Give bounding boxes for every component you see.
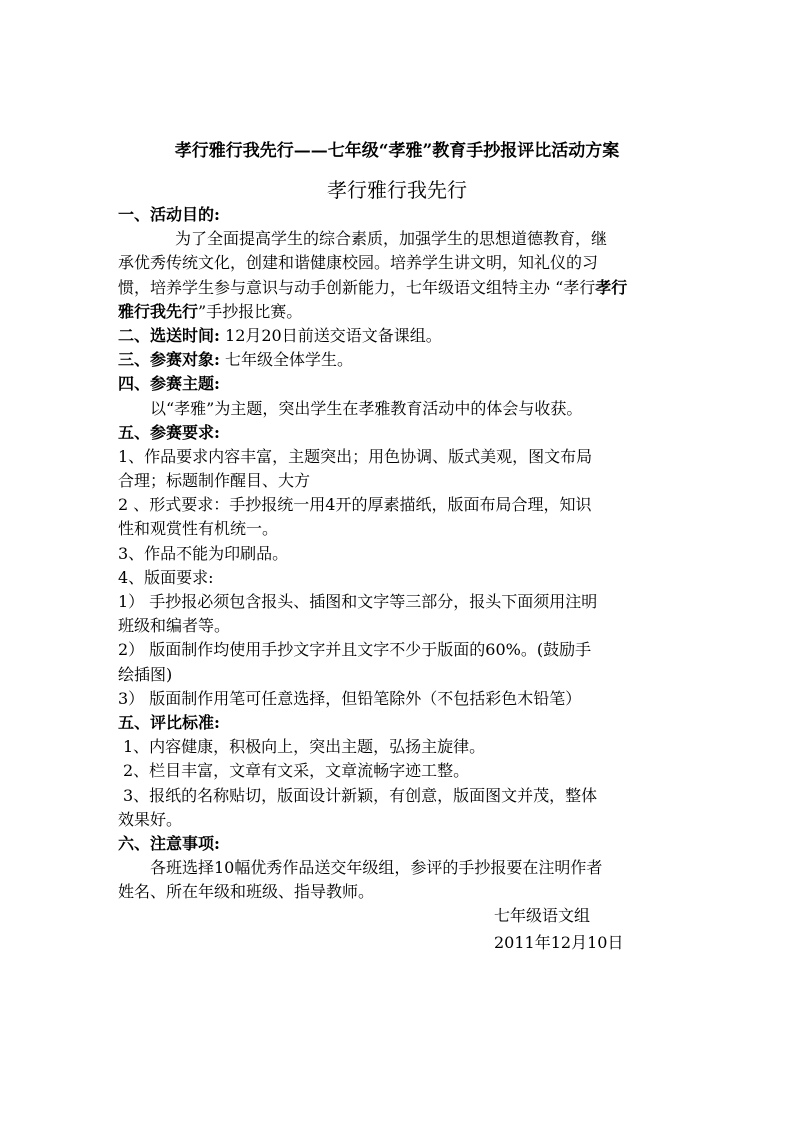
signature-organization: 七年级语文组 bbox=[494, 906, 591, 925]
document-title: 孝行雅行我先行——七年级“孝雅”教育手抄报评比活动方案 bbox=[174, 141, 620, 161]
paragraph-line: 以“孝雅”为主题，突出学生在孝雅教育活动中的体会与收获。 bbox=[150, 398, 583, 418]
section-time bbox=[118, 324, 683, 348]
section-heading-theme: 四、参赛主题: bbox=[118, 374, 220, 394]
list-item: 1、作品要求内容丰富，主题突出；用色协调、版式美观，图文布局 bbox=[118, 446, 593, 466]
list-item-continued: 性和观赏性有机统一。 bbox=[118, 519, 279, 539]
emphasis-text: 孝行 bbox=[595, 277, 628, 297]
list-item: 2 、形式要求：手抄报统一用4开的厚素描纸，版面布局合理，知识 bbox=[118, 495, 592, 515]
sub-list-text: 2） 版面制作均使用手抄文字并且文字不少于版面的60%。(鼓励手 bbox=[118, 640, 592, 660]
section-heading-notes: 六、注意事项: bbox=[118, 833, 220, 853]
section-participants bbox=[118, 348, 683, 372]
list-item: 1、内容健康，积极向上，突出主题，弘扬主旋律。 bbox=[123, 737, 486, 757]
paragraph-line: 为了全面提高学生的综合素质，加强学生的思想道德教育，继 bbox=[175, 229, 608, 249]
sub-list-item-continued: 绘插图) bbox=[118, 664, 173, 684]
list-item-continued: 合理；标题制作醒目、大方 bbox=[118, 471, 311, 491]
list-item-continued: 效果好。 bbox=[118, 809, 183, 829]
section-text: 12月20日前送交语文备课组。 bbox=[219, 325, 442, 345]
sub-list-item: 3） 版面制作用笔可任意选择，但铅笔除外（不包括彩色木铅笔） bbox=[118, 688, 582, 708]
list-item: 3、作品不能为印刷品。 bbox=[118, 543, 289, 563]
paragraph-line: 姓名、所在年级和班级、指导教师。 bbox=[118, 882, 375, 902]
document-body bbox=[118, 203, 683, 904]
section-heading-requirements: 五、参赛要求: bbox=[118, 422, 220, 442]
sub-list-item-continued: 班级和编者等。 bbox=[118, 616, 231, 636]
list-item: 2、栏目丰富，文章有文采，文章流畅字迹工整。 bbox=[123, 761, 470, 781]
section-heading-criteria: 五、评比标准: bbox=[118, 712, 220, 732]
paragraph-text: ”手抄报比赛。 bbox=[198, 301, 303, 321]
section-heading-purpose: 一、活动目的: bbox=[118, 205, 220, 224]
list-item: 3、报纸的名称贴切，版面设计新颖，有创意，版面图文并茂，整体 bbox=[123, 785, 598, 805]
section-label: 三、参赛对象: bbox=[118, 350, 220, 370]
list-item: 4、版面要求: bbox=[118, 567, 214, 587]
paragraph-line: 各班选择10幅优秀作品送交年级组，参评的手抄报要在注明作者 bbox=[150, 858, 603, 878]
paragraph-line bbox=[118, 300, 683, 324]
section-text: 七年级全体学生。 bbox=[219, 350, 354, 370]
sub-list-item: 1） 手抄报必须包含报头、插图和文字等三部分，报头下面须用注明 bbox=[118, 592, 598, 611]
signature-date: 2011年12月10日 bbox=[494, 933, 624, 952]
paragraph-line bbox=[118, 276, 683, 300]
section-label: 二、选送时间: bbox=[118, 325, 220, 345]
document-subtitle: 孝行雅行我先行 bbox=[327, 178, 467, 202]
paragraph-text: 惯，培养学生参与意识与动手创新能力，七年级语文组特主办 “孝行 bbox=[118, 277, 596, 297]
emphasis-text: 雅行我先行 bbox=[118, 301, 199, 321]
sub-list-item bbox=[118, 638, 683, 662]
paragraph-line: 承优秀传统文化，创建和谐健康校园。培养学生讲文明，知礼仪的习 bbox=[118, 253, 599, 273]
